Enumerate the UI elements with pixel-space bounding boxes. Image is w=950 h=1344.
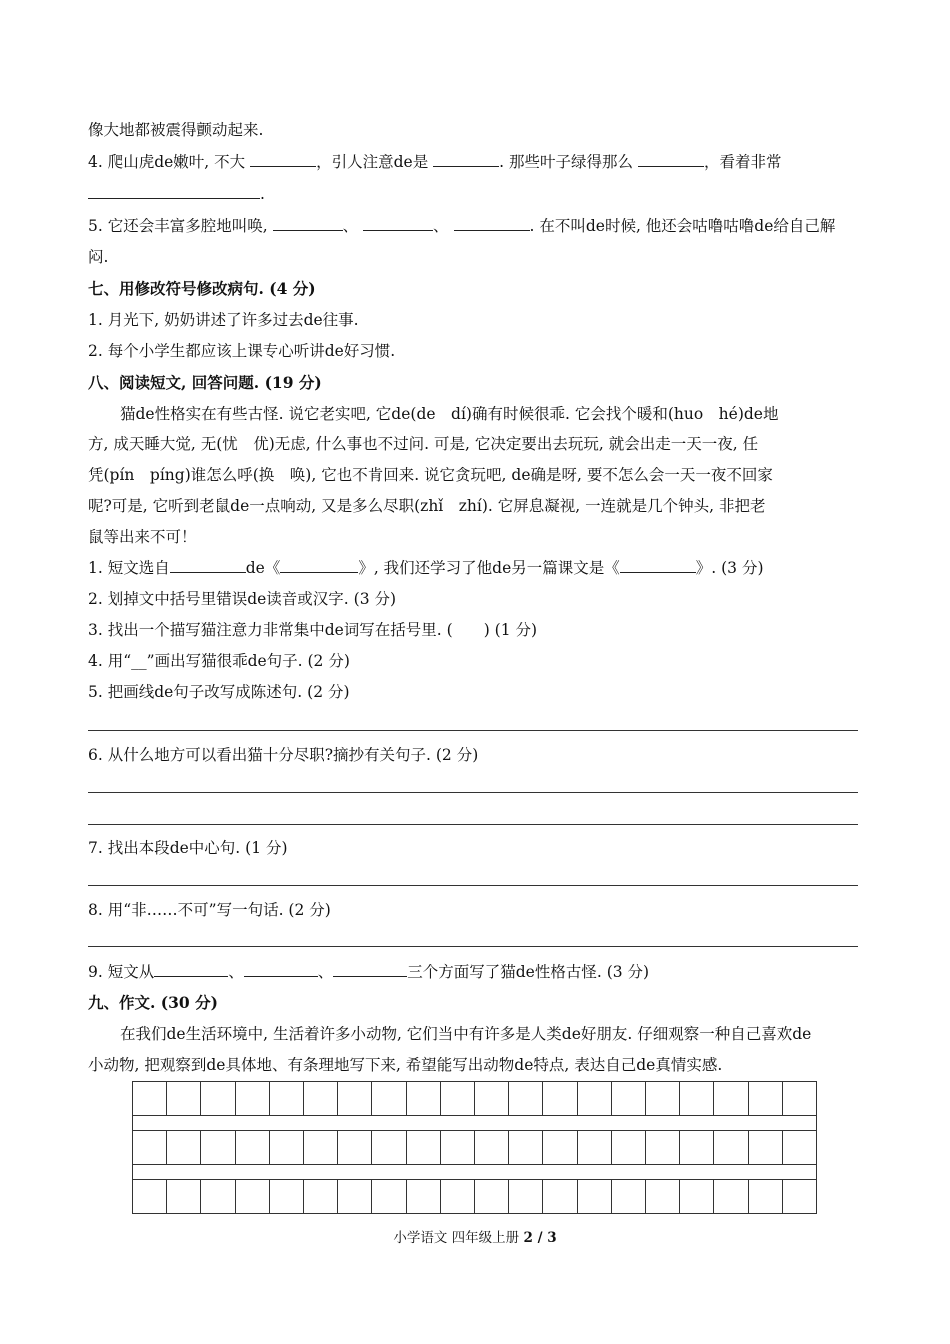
question-8-7: 7. 找出本段de中心句. (1 分) (88, 839, 288, 857)
answer-blank[interactable] (170, 558, 246, 573)
section-7-heading: 七、用修改符号修改病句. (4 分) (88, 279, 316, 298)
answer-blank[interactable] (244, 962, 318, 977)
question-8-9: 9. 短文从 、 、 三个方面写了猫de性格古怪. (3 分) (88, 963, 650, 981)
question-4: 4. 爬山虎de嫩叶, 不大 ，引人注意de是 . 那些叶子绿得那么 ，看着非常 (88, 153, 782, 171)
passage-line: 方, 成天睡大觉, 无(忧 优)无虑, 什么事也不过问. 可是, 它决定要出去玩玩, 就会出走一天一夜, 任 (88, 435, 759, 453)
answer-line[interactable] (88, 792, 858, 793)
question-8-4: 4. 用“__”画出写猫很乖de句子. (2 分) (88, 652, 350, 670)
prompt-line: 小动物, 把观察到de具体地、有条理地写下来, 希望能写出动物de特点, 表达自己de真情实感. (88, 1056, 723, 1074)
passage-line: 凭(pín píng)谁怎么呼(换 唤), 它也不肯回来. 说它贪玩吧, de确是呀, 要不怎么会一天一夜不回家 (88, 466, 773, 484)
answer-blank[interactable] (88, 184, 260, 199)
question-5-cont: 闷. (88, 248, 109, 266)
question-8-5: 5. 把画线de句子改写成陈述句. (2 分) (88, 683, 350, 701)
question-4-cont: . (88, 184, 858, 204)
question-8-1: 1. 短文选自 de《 》, 我们还学习了他de另一篇课文是《 》. (3 分) (88, 559, 764, 577)
grid-row (133, 1180, 816, 1213)
grid-row (133, 1082, 816, 1115)
page-footer: 小学语文 四年级上册 2 / 3 (393, 1230, 557, 1246)
answer-blank[interactable] (433, 152, 499, 167)
sentence-item: 2. 每个小学生都应该上课专心听讲de好习惯. (88, 342, 396, 360)
question-8-8: 8. 用“非……不可”写一句话. (2 分) (88, 901, 331, 919)
answer-blank[interactable] (250, 152, 316, 167)
answer-blank[interactable] (638, 152, 704, 167)
answer-line[interactable] (88, 730, 858, 731)
answer-line[interactable] (88, 885, 858, 886)
section-8-heading: 八、阅读短文, 回答问题. (19 分) (88, 373, 322, 392)
answer-blank[interactable] (620, 558, 696, 573)
question-8-6: 6. 从什么地方可以看出猫十分尽职?摘抄有关句子. (2 分) (88, 746, 479, 764)
passage-line: 呢?可是, 它听到老鼠de一点响动, 又是多么尽职(zhǐ zhí). 它屏息凝视, 一连就是几个钟头, 非把老 (88, 497, 766, 515)
composition-grid[interactable] (132, 1081, 817, 1214)
section-9-heading: 九、作文. (30 分) (88, 993, 218, 1012)
grid-row (133, 1131, 816, 1164)
answer-line[interactable] (88, 946, 858, 947)
question-5: 5. 它还会丰富多腔地叫唤, 、 、 . 在不叫de时候, 他还会咕噜咕噜de给自己解 (88, 217, 836, 235)
page-number: 2 / 3 (523, 1230, 557, 1246)
grid-gap (133, 1164, 816, 1180)
answer-blank[interactable] (363, 216, 433, 231)
grid-gap (133, 1115, 816, 1131)
prompt-line: 在我们de生活环境中, 生活着许多小动物, 它们当中有许多是人类de好朋友. 仔细观察一种自己喜欢de (120, 1025, 812, 1043)
passage-line: 鼠等出来不可！ (88, 528, 197, 546)
passage-line: 猫de性格实在有些古怪. 说它老实吧, 它de(de dí)确有时候很乖. 它会找个暖和(huo hé)de地 (120, 405, 779, 423)
question-8-2: 2. 划掉文中括号里错误de读音或汉字. (3 分) (88, 590, 397, 608)
text-line: 像大地都被震得颤动起来. (88, 121, 264, 139)
sentence-item: 1. 月光下, 奶奶讲述了许多过去de往事. (88, 311, 359, 329)
answer-blank[interactable] (280, 558, 358, 573)
answer-blank[interactable] (333, 962, 407, 977)
question-8-3: 3. 找出一个描写猫注意力非常集中de词写在括号里. ( ) (1 分) (88, 621, 538, 639)
answer-blank[interactable] (154, 962, 228, 977)
answer-blank[interactable] (454, 216, 530, 231)
answer-line[interactable] (88, 824, 858, 825)
answer-blank[interactable] (273, 216, 343, 231)
